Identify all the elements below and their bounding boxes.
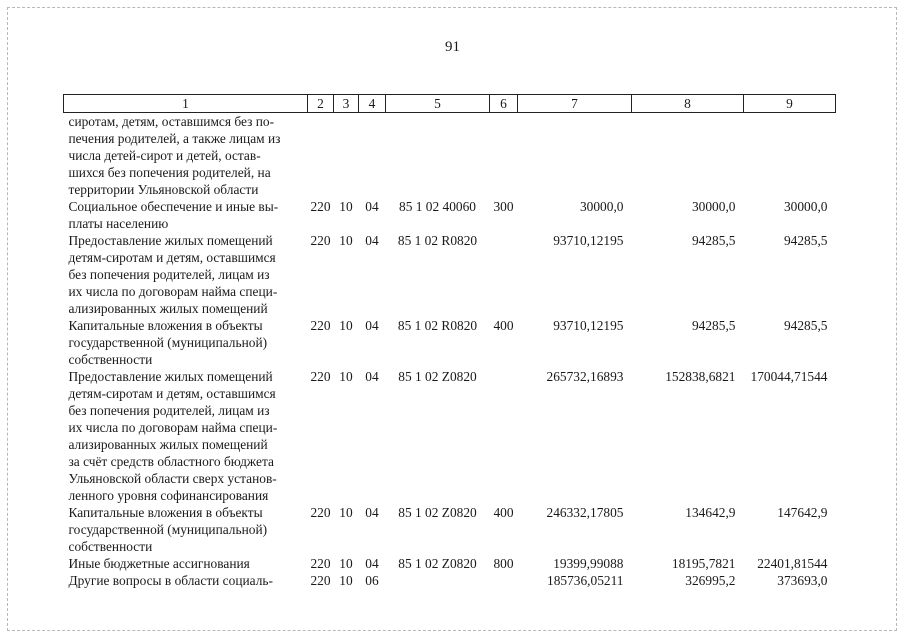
target-article-cell: 85 1 02 R0820 [397, 318, 478, 333]
header-cell-7: 7 [518, 95, 632, 113]
subsection-cell [334, 113, 359, 199]
amount-cell: 94285,5 [691, 318, 736, 333]
item-name-cell [64, 198, 308, 232]
item-name-line: Предоставление жилых помещений [68, 233, 273, 248]
item-name-line: их числа по договорам найма специ- [68, 420, 278, 435]
target-article-cell: 85 1 02 Z0820 [398, 556, 477, 571]
item-name-line: без попечения родителей, лицам из [68, 403, 270, 418]
header-cell-1: 1 [64, 95, 308, 113]
item-name-line: числа детей-сирот и детей, остав- [68, 148, 261, 163]
item-name-line: печения родителей, а также лицам из [68, 131, 281, 146]
table-row [64, 555, 836, 572]
item-name-cell [64, 504, 308, 555]
header-cell-6: 6 [490, 95, 518, 113]
expense-type-cell [490, 113, 518, 199]
table-row [64, 504, 836, 555]
table-row [64, 232, 836, 317]
expense-type-cell: 300 [493, 199, 514, 214]
item-name-cell [64, 555, 308, 572]
subsection-cell: 10 [339, 556, 353, 571]
item-name-line: ализированных жилых помещений [68, 301, 268, 316]
amount-cell: 326995,2 [685, 573, 736, 588]
amount-cell: 152838,6821 [665, 369, 736, 384]
header-cell-4: 4 [359, 95, 386, 113]
amount-cell: 94285,5 [691, 233, 736, 248]
target-article-cell [386, 572, 490, 589]
item-name-cell [64, 368, 308, 504]
amount-cell: 246332,17805 [546, 505, 624, 520]
target-article-cell: 85 1 02 Z0820 [398, 369, 477, 384]
item-name-line: без попечения родителей, лицам из [68, 267, 270, 282]
item-name-line: детям-сиротам и детям, оставшимся [68, 250, 276, 265]
item-name-line: Капитальные вложения в объекты [68, 505, 263, 520]
item-name-line: территории Ульяновской области [68, 182, 259, 197]
amount-cell: 147642,9 [777, 505, 828, 520]
item-name-line: государственной (муниципальной) [68, 522, 268, 537]
subsection2-cell: 04 [365, 556, 379, 571]
header-cell-9: 9 [744, 95, 836, 113]
amount-cell: 373693,0 [777, 573, 828, 588]
subsection-cell: 10 [339, 505, 353, 520]
subsection2-cell: 06 [365, 573, 379, 588]
item-name-cell [64, 232, 308, 317]
amount-cell [518, 113, 632, 199]
target-article-cell: 85 1 02 40060 [399, 199, 476, 214]
subsection-cell: 10 [339, 318, 353, 333]
header-cell-3: 3 [334, 95, 359, 113]
section-cell: 220 [310, 199, 331, 214]
item-name-line: шихся без попечения родителей, на [68, 165, 271, 180]
header-cell-5: 5 [386, 95, 490, 113]
item-name-line: Ульяновской области сверх установ- [68, 471, 277, 486]
section-cell: 220 [310, 233, 331, 248]
subsection-cell: 10 [339, 369, 353, 384]
subsection-cell: 10 [339, 199, 353, 214]
page-number: 91 [445, 39, 460, 55]
table-row [64, 113, 836, 199]
subsection2-cell: 04 [365, 233, 379, 248]
item-name-line: Социальное обеспечение и иные вы- [68, 199, 279, 214]
amount-cell: 30000,0 [691, 199, 736, 214]
item-name-line: платы населению [68, 216, 169, 231]
section-cell: 220 [310, 573, 331, 588]
item-name-line: детям-сиротам и детям, оставшимся [68, 386, 276, 401]
item-name-cell [64, 317, 308, 368]
section-cell: 220 [310, 318, 331, 333]
amount-cell: 22401,81544 [757, 556, 828, 571]
expense-type-cell: 800 [493, 556, 514, 571]
item-name-line: собственности [68, 352, 153, 367]
amount-cell: 18195,7821 [671, 556, 736, 571]
subsection2-cell [359, 113, 386, 199]
item-name-line: Предоставление жилых помещений [68, 369, 273, 384]
amount-cell: 30000,0 [579, 199, 624, 214]
amount-cell [744, 113, 836, 199]
target-article-cell [386, 113, 490, 199]
amount-cell [632, 113, 744, 199]
amount-cell: 185736,05211 [547, 573, 624, 588]
item-name-line: сиротам, детям, оставшимся без по- [68, 114, 275, 129]
item-name-line: государственной (муниципальной) [68, 335, 268, 350]
amount-cell: 93710,12195 [553, 318, 624, 333]
header-row [64, 95, 836, 113]
amount-cell: 19399,99088 [553, 556, 624, 571]
target-article-cell: 85 1 02 Z0820 [398, 505, 477, 520]
item-name-line: их числа по договорам найма специ- [68, 284, 278, 299]
amount-cell: 94285,5 [783, 318, 828, 333]
item-name-line: Иные бюджетные ассигнования [68, 556, 250, 571]
item-name-line: Другие вопросы в области социаль- [68, 573, 273, 588]
item-name-cell [64, 572, 308, 589]
amount-cell: 94285,5 [783, 233, 828, 248]
target-article-cell: 85 1 02 R0820 [397, 233, 478, 248]
header-cell-8: 8 [632, 95, 744, 113]
subsection2-cell: 04 [365, 199, 379, 214]
expense-type-cell: 400 [493, 505, 514, 520]
table-row [64, 317, 836, 368]
expense-type-cell [490, 572, 518, 589]
expense-type-cell [490, 232, 518, 317]
table-row [64, 198, 836, 232]
amount-cell: 170044,71544 [750, 369, 828, 384]
item-name-line: за счёт средств областного бюджета [68, 454, 274, 469]
amount-cell: 134642,9 [685, 505, 736, 520]
section-cell: 220 [310, 505, 331, 520]
amount-cell: 93710,12195 [553, 233, 624, 248]
subsection-cell: 10 [339, 233, 353, 248]
section-cell [308, 113, 334, 199]
table-row [64, 572, 836, 589]
subsection2-cell: 04 [365, 369, 379, 384]
subsection2-cell: 04 [365, 318, 379, 333]
subsection-cell: 10 [339, 573, 353, 588]
amount-cell: 265732,16893 [546, 369, 624, 384]
item-name-line: Капитальные вложения в объекты [68, 318, 263, 333]
header-cell-2: 2 [308, 95, 334, 113]
section-cell: 220 [310, 556, 331, 571]
budget-table [63, 94, 836, 589]
expense-type-cell [490, 368, 518, 504]
expense-type-cell: 400 [493, 318, 514, 333]
item-name-line: собственности [68, 539, 153, 554]
subsection2-cell: 04 [365, 505, 379, 520]
amount-cell: 30000,0 [783, 199, 828, 214]
section-cell: 220 [310, 369, 331, 384]
item-name-cell [64, 113, 308, 199]
table-row [64, 368, 836, 504]
item-name-line: ализированных жилых помещений [68, 437, 268, 452]
item-name-line: ленного уровня софинансирования [68, 488, 269, 503]
